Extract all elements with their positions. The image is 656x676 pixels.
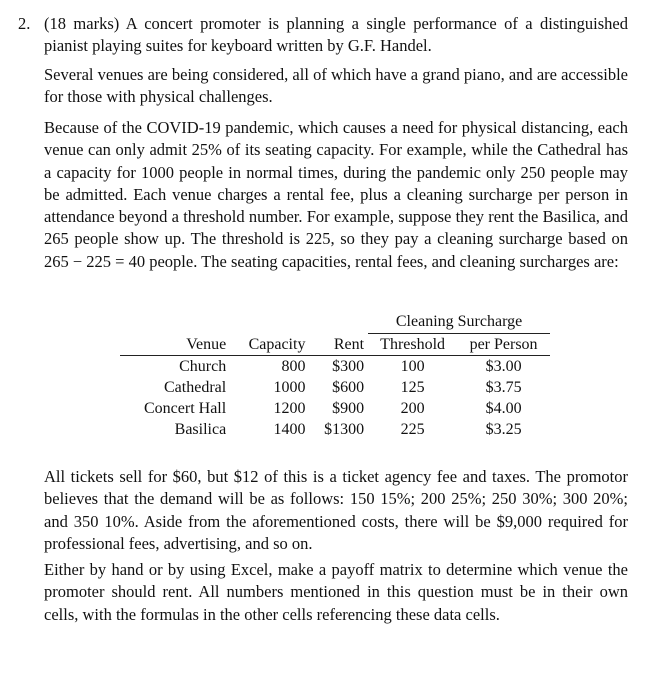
surcharge-cell: $3.75	[485, 379, 522, 396]
venue-table	[120, 311, 550, 440]
venue-cell: Concert Hall	[144, 400, 227, 417]
venues-paragraph: Several venues are being considered, all of which have a grand piano, and are accessible for those with physical challenges.	[44, 65, 628, 107]
threshold-cell: 225	[400, 421, 425, 438]
capacity-cell: 800	[281, 358, 306, 375]
instructions-paragraph: Either by hand or by using Excel, make a payoff matrix to determine which venue the promoter should rent. All numbers mentioned in this question must be in their own cells, with the formulas in the other cells referencing these data cells.	[44, 560, 628, 624]
threshold-header: Threshold	[368, 334, 457, 356]
table-row	[120, 419, 550, 440]
threshold-cell: 100	[400, 358, 425, 375]
threshold-cell: 200	[400, 400, 425, 417]
capacity-cell: 1400	[273, 421, 306, 438]
covid-paragraph: Because of the COVID-19 pandemic, which causes a need for physical distancing, each venue can only admit 25% of its seating capacity. For example, while the Cathedral has a capacity for 1000 people in normal times, during the pandemic only 250 people may be admitted. Each venue charges a rental fee, plus a cleaning surcharge per person in attendance beyond a threshold number. For example, suppose they rent the Basilica, and 265 people show up. The threshold is 225, so they pay a cleaning surcharge based on 265 − 225 = 40 people. The seating capacities, rental fees, and cleaning surcharges are:	[44, 118, 628, 271]
capacity-cell: 1000	[273, 379, 306, 396]
table-row	[120, 377, 550, 398]
table-row	[120, 356, 550, 378]
table-row	[120, 398, 550, 419]
venue-cell: Basilica	[174, 421, 227, 438]
venue-cell: Church	[179, 358, 227, 375]
surcharge-cell: $4.00	[485, 400, 522, 417]
cleaning-surcharge-header: Cleaning Surcharge	[368, 311, 550, 334]
per-person-header: per Person	[457, 334, 550, 356]
threshold-cell: 125	[400, 379, 425, 396]
rent-cell: $1300	[324, 421, 365, 438]
venue-cell: Cathedral	[164, 379, 227, 396]
question-number: 2.	[18, 14, 31, 33]
surcharge-cell: $3.25	[485, 421, 522, 438]
intro-paragraph: (18 marks) A concert promoter is planning a single performance of a distinguished pianist playing suites for keyboard written by G.F. Handel.	[44, 14, 628, 56]
rent-cell: $900	[332, 400, 365, 417]
venue-header: Venue	[120, 334, 230, 356]
surcharge-cell: $3.00	[485, 358, 522, 375]
ticket-demand-paragraph: All tickets sell for $60, but $12 of this is a ticket agency fee and taxes. The promotor believes that the demand will be as follows: 150 15%; 200 25%; 250 30%; 300 20%; and 350 10%. Aside from the aforementioned costs, there will be $9,000 required for professional fees, advertising, and so on.	[44, 467, 628, 553]
rent-cell: $600	[332, 379, 365, 396]
capacity-header: Capacity	[230, 334, 309, 356]
capacity-cell: 1200	[273, 400, 306, 417]
rent-cell: $300	[332, 358, 365, 375]
rent-header: Rent	[309, 334, 368, 356]
